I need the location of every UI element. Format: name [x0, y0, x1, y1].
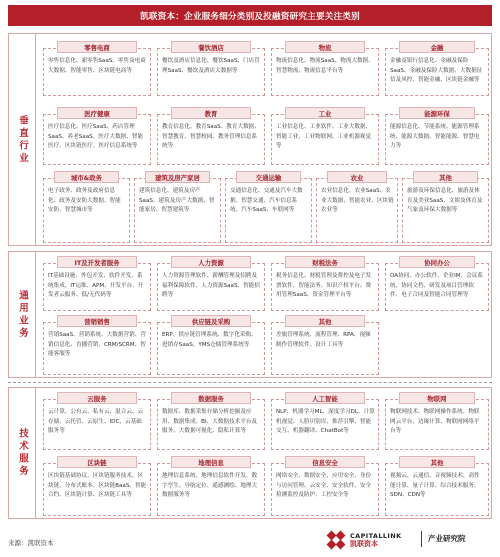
category-description: 工业信息化、工业软件、工业大数据、智能工业、工业物联网、工业机器视觉等: [271, 114, 379, 165]
category-description: 物联网技术、物联网操作系统、物联网云平台、边缘计算、物联网网络平台等: [385, 399, 489, 450]
source-note: 来源：凯联资本: [8, 539, 54, 547]
category-header: 教育: [171, 107, 251, 119]
category-description: 地理信息系统、地理信息软件开发、数字孪生、导航定位、遥感测绘、地理大数据服务等: [157, 463, 265, 516]
category-description: IT基础设施、外包开发、软件开发、系统集成、IT运维、APM、开发平台、开发者云服务、低/无代码等: [43, 263, 151, 311]
category-description: 税务信息化、财税管理及费控及电子发票软件、智能法务、知识产权平台、费用管理SaaS、资金管理平台等: [271, 263, 379, 311]
category-description: 教育信息化、教育SaaS、教育大数据、智慧教育、智慧校园、教务管理信息系统等: [157, 114, 265, 165]
category-card: [43, 107, 151, 165]
section-label-tech: [8, 387, 35, 519]
category-description: 人力资源管理软件、薪酬管理及招聘及福利保障软件、人力资源SaaS、智能招聘等: [157, 263, 265, 311]
category-card: [157, 392, 265, 450]
category-description: 营销SaaS、营销系统、大数据营销、营销信息化、直播营销、CRM/SCRM、智能客服等: [43, 322, 151, 375]
category-card: [271, 392, 379, 450]
category-card: [225, 171, 312, 243]
category-header: 医疗健康: [57, 107, 137, 119]
category-header: 其他: [285, 315, 365, 327]
category-header: 工业: [285, 107, 365, 119]
category-card: [43, 456, 151, 516]
category-description: 农业信息化、农业SaaS、农业大数据、智能农业、区块链农业等: [316, 178, 398, 243]
category-header: 其他: [399, 456, 476, 468]
section-label-text: 垂直行业: [17, 114, 28, 165]
category-card: [271, 41, 379, 96]
category-card: [157, 41, 265, 96]
category-description: 电子政务、政务及政府信息化、政务及安防大数据、智能安防、智慧城市等: [43, 178, 130, 243]
category-header: 云服务: [57, 392, 137, 404]
category-card: [316, 171, 398, 243]
category-header: 地理信息: [171, 456, 251, 468]
logo-text-en: CAPITALLINK: [350, 531, 402, 540]
category-description: 交通信息化、交通及汽车大数据、智慧交通、汽车信息系统、汽车SaaS、车联网等: [225, 178, 312, 243]
category-header: 供应链及采购: [171, 315, 251, 327]
category-card: [43, 171, 130, 243]
category-description: 零售信息化、新零售SaaS、零售及电商大数据、智能零售、区块链电商等: [43, 48, 151, 96]
category-card: [385, 456, 489, 516]
category-card: [43, 315, 151, 375]
page-title: 凯联资本：企业服务细分类别及投融资研究主要关注类别: [8, 5, 492, 26]
category-header: 信息安全: [285, 456, 365, 468]
category-card: [157, 107, 265, 165]
category-card: [157, 256, 265, 311]
category-header: 营销销售: [57, 315, 137, 327]
category-description: ERP、供应链管理系统、数字化采购、进销存SaaS、YMS仓储管理系统等: [157, 322, 265, 375]
logo-text-cn: 凯联资本: [350, 539, 378, 548]
category-description: NLP、机器学习ML、深度学习DL、计算机视觉、人脸识别库、推荐引擎、智能交互、机器翻译、ChatBot等: [271, 399, 379, 450]
category-card: [157, 315, 265, 375]
category-card: [402, 171, 489, 243]
section-label-vertical: [8, 33, 35, 246]
category-header: 物流: [285, 41, 365, 53]
category-card: [43, 392, 151, 450]
category-description: 金融及银行信息化、金融及保险SaaS、金融及保险大数据、大数据征信及风控、智能金融、区块链金融等: [385, 48, 489, 96]
category-header: 餐饮酒店: [171, 41, 251, 53]
category-header: 能源环保: [399, 107, 476, 119]
category-card: [385, 256, 489, 311]
category-description: 网络安全、数据安全、应用安全、身份与访问管理、云安全、安全软件、安全检测监控及防护、工控安全等: [271, 463, 379, 516]
section-label-text: 技术服务: [17, 428, 28, 478]
category-card: [385, 392, 489, 450]
category-header: 零售电商: [57, 41, 137, 53]
category-card: [271, 456, 379, 516]
category-header: 农业: [327, 171, 388, 183]
category-header: 金融: [399, 41, 476, 53]
category-header: 数据服务: [171, 392, 251, 404]
category-header: 建筑及房产家居: [145, 171, 209, 183]
company-logo: [326, 527, 422, 553]
category-description: 物流信息化、物流SaaS、物流大数据、智慧物流、物流信息平台等: [271, 48, 379, 96]
category-card: [385, 41, 489, 96]
category-header: 协同办公: [399, 256, 476, 268]
category-card: [43, 256, 151, 311]
category-description: 云计算、公有云、私有云、混合云、云存储、云托管、云原生、IDC、云基础服务等: [43, 399, 151, 450]
category-card: [271, 256, 379, 311]
category-description: 能源信息化、节能系统、能源管理系统、能源大数据、智能能源、智慧电力等: [385, 114, 489, 165]
category-description: 旅游及环保信息化、旅游及体育及美业SaaS、文娱及体育及气象及环保大数据等: [402, 178, 489, 243]
category-header: 人工智能: [285, 392, 365, 404]
category-header: 区块链: [57, 456, 137, 468]
category-description: 医疗信息化、医疗SaaS、药店管理SaaS、养老SaaS、医疗大数据、智能医疗、区块链医疗、医疗信息系统等: [43, 114, 151, 165]
category-header: 城市&政务: [54, 171, 118, 183]
category-header: 物联网: [399, 392, 476, 404]
category-card: [385, 107, 489, 165]
category-card: [134, 171, 221, 243]
section-label-text: 通用业务: [17, 289, 28, 340]
department-label: 产业研究院: [428, 534, 466, 543]
category-description: 数据库、数据采集存储分析挖掘及应用、数据集成、BI、大数据技术平台及服务、大数据可视化、隐私计算等: [157, 399, 265, 450]
category-header: 其他: [413, 171, 477, 183]
category-description: 餐饮及酒店信息化、餐饮SaaS、门店管理SaaS、餐饮及酒店大数据等: [157, 48, 265, 96]
footer-divider: [421, 531, 422, 547]
category-card: [271, 107, 379, 165]
category-description: OA协同、办公软件、企业IM、会议系统、协同文档、研发及项目管理软件、电子合同及智能合同管理等: [385, 263, 489, 311]
category-description: 建筑信息化、建筑及房产SaaS、建筑及房产大数据、智能家居、智慧建筑等: [134, 178, 221, 243]
category-header: 人力资源: [171, 256, 251, 268]
category-card: [157, 456, 265, 516]
category-description: 视频云、云通信、音视频技术、高性能计算、量子计算、综合技术服务、SDN、CDN等: [385, 463, 489, 516]
category-header: 财税法务: [285, 256, 365, 268]
section-divider: [8, 382, 492, 383]
category-card: [271, 315, 379, 375]
section-label-general: [8, 251, 35, 378]
category-description: 区块链基础协议、区块链服务技术、区块链、分布式账本、区块链BaaS、智能合约、区块链计算、区块链工具等: [43, 463, 151, 516]
category-card: [43, 41, 151, 96]
category-description: 差旅管理系统、流程管理、RPA、视频制作管理软件、设计工具等: [271, 322, 379, 375]
category-header: IT及开发者服务: [57, 256, 137, 268]
capitallink-logo-icon: [326, 530, 346, 550]
logo-text: [350, 532, 402, 549]
category-header: 交通运输: [236, 171, 300, 183]
